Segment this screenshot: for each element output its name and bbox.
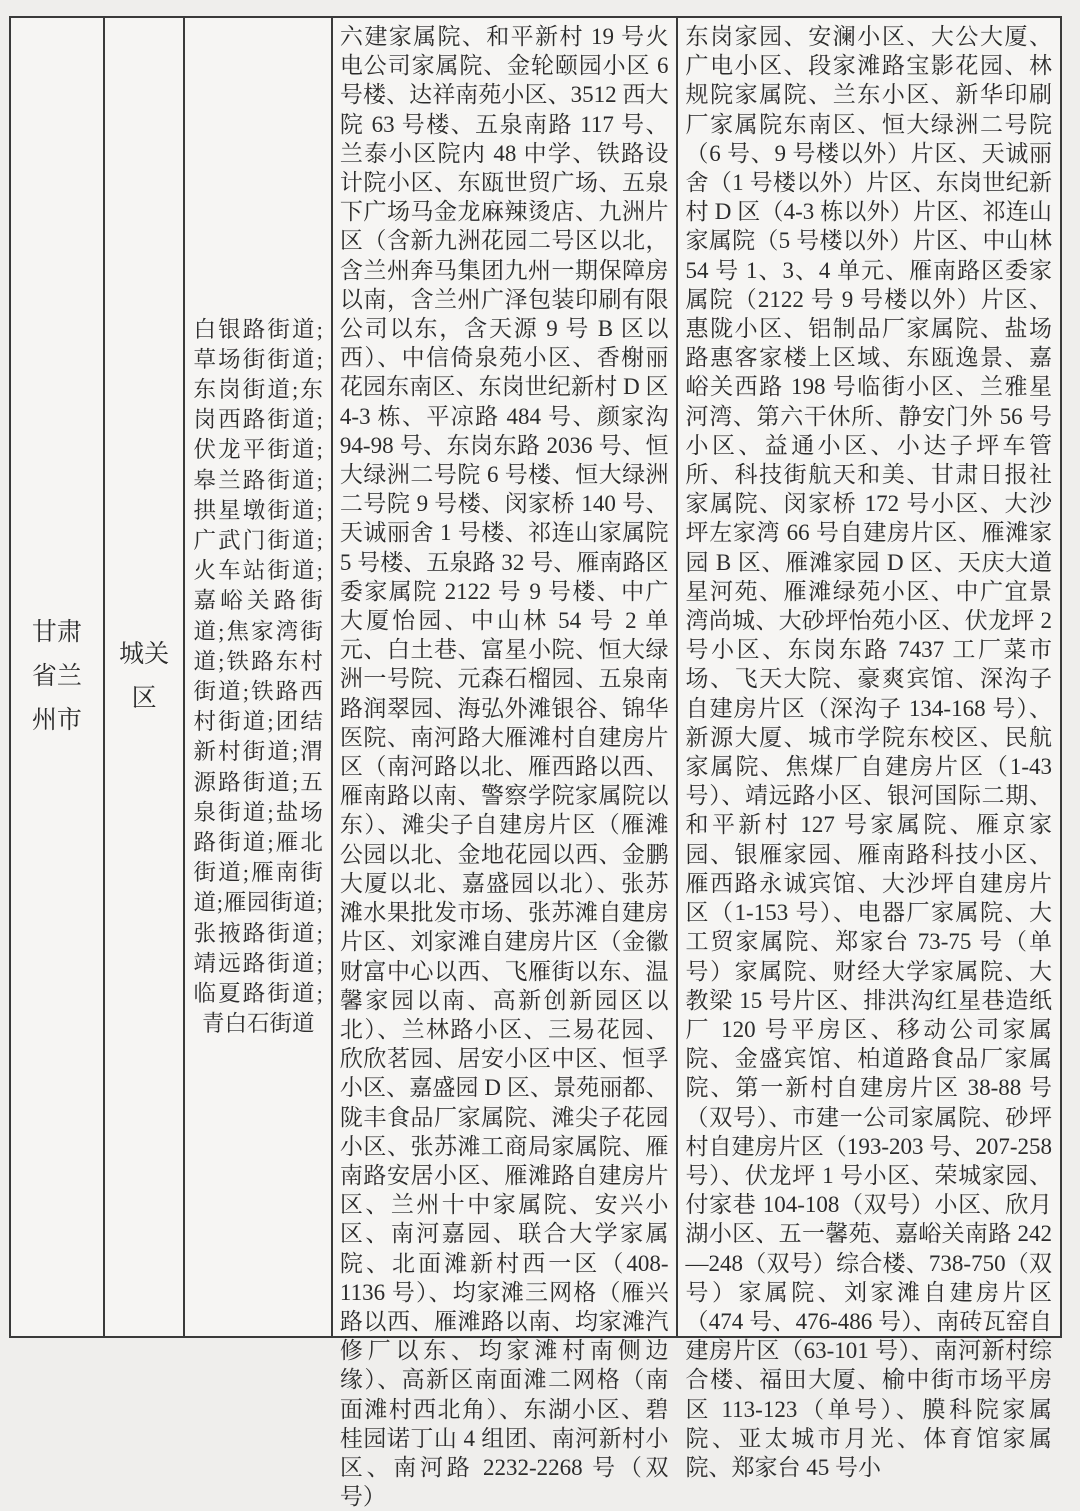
street-list-text: 白银路街道;草场街街道;东岗街道;东岗西路街道;伏龙平街道;皋兰路街道;拱星墩街道;广武门街道;火车站街道;嘉峪关路街道;焦家湾街道;铁路东村街道;铁路西村街道;团结新村街道;渭源路街道;五泉街道;盐场路街道;雁北街道;雁南街道;雁园街道;张掖路街道;靖远路街道;临夏路街道;青白石街道 — [193, 316, 323, 1037]
cell-communities-right — [678, 18, 1060, 1480]
communities-right-text: 东岗家园、安澜小区、大公大厦、广电小区、段家滩路宝影花园、林规院家属院、兰东小区、新华印刷厂家属院东南区、恒大绿洲二号院（6 号、9 号楼以外）片区、天诚丽舍（1 号楼以外）片区、东岗世纪新村 D 区（4-3 栋以外）片区、祁连山家属院（5 号楼以外）片区、中山林 54 号 1、3、4 单元、雁南路区委家属院（2122 号 9 号楼以外）片区、惠陇小区、铝制品厂家属院、盐场路惠客家楼上区域、东瓯逸景、嘉峪关西路 198 号临街小区、兰雅星河湾、第六干休所、静安门外 56 号小区、益通小区、小达子坪车管所、科技街航天和美、甘肃日报社家属院、闵家桥 172 号小区、大沙坪左家湾 66 号自建房片区、雁滩家园 B 区、雁滩家园 D 区、天庆大道星河苑、雁滩绿苑小区、中广宜景湾尚城、大砂坪怡苑小区、伏龙坪 2 号小区、东岗东路 7437 工厂菜市场、飞天大院、豪爽宾馆、深沟子自建房片区（深沟子 134-168 号）、新源大厦、城市学院东校区、民航家属院、焦煤厂自建房片区（1-43 号）、靖远路小区、银河国际二期、和平新村 127 号家属院、雁京家园、银雁家园、雁南路科技小区、雁西路永诚宾馆、大沙坪自建房片区（1-153 号）、电器厂家属院、大工贸家属院、郑家台 73-75 号（单号）家属院、财经大学家属院、大教梁 15 号片区、排洪沟红星巷造纸厂 120 号平房区、移动公司家属院、金盛宾馆、柏道路食品厂家属院、第一新村自建房片区 38-88 号（双号）、市建一公司家属院、砂坪村自建房片区（193-203 号、207-258 号）、伏龙坪 1 号小区、荣城家园、付家巷 104-108（双号）小区、欣月湖小区、五一馨苑、嘉峪关南路 242—248（双号）综合楼、738-750（双号）家属院、刘家滩自建房片区（474 号、476-486 号）、南砖瓦窑自建房片区（63-101 号）、南河新村综合楼、福田大厦、榆中街市场平房区 113-123（单号）、膜科院家属院、亚太城市月光、体育馆家属院、郑家台 45 号小 — [685, 24, 1053, 1480]
communities-left-text: 六建家属院、和平新村 19 号火电公司家属院、金轮颐园小区 6 号楼、达祥南苑小区、3512 西大院 63 号楼、五泉南路 117 号、兰泰小区院内 48 中学、铁路设计院小区、东瓯世贸广场、五泉下广场马金龙麻辣烫店、九洲片区（含新九洲花园二号区以北，含兰州奔马集团九州一期保障房以南，含兰州广泽包装印刷有限公司以东，含天源 9 号 B 区以西）、中信倚泉苑小区、香榭丽花园东南区、东岗世纪新村 D 区 4-3 栋、平凉路 484 号、颜家沟 94-98 号、东岗东路 2036 号、恒大绿洲二号院 6 号楼、恒大绿洲二号院 9 号楼、闵家桥 140 号、天诚丽舍 1 号楼、祁连山家属院 5 号楼、五泉路 32 号、雁南路区委家属院 2122 号 9 号楼、中广大厦怡园、中山林 54 号 2 单元、白土巷、富星小院、恒大绿洲一号院、元森石榴园、五泉南路润翠园、海弘外滩银谷、锦华医院、南河路大雁滩村自建房片区（南河路以北、雁西路以西、雁南路以南、警察学院家属院以东）、滩尖子自建房片区（雁滩公园以北、金地花园以西、金鹏大厦以北、嘉盛园以北）、张苏滩水果批发市场、张苏滩自建房片区、刘家滩自建房片区（金徽财富中心以西、飞雁街以东、温馨家园以南、高新创新园区以北）、兰林路小区、三易花园、欣欣茗园、居安小区中区、恒孚小区、嘉盛园 D 区、景苑丽都、陇丰食品厂家属院、滩尖子花园小区、张苏滩工商局家属院、雁南路安居小区、雁滩路自建房片区、兰州十中家属院、安兴小区、南河嘉园、联合大学家属院、北面滩新村西一区（408-1136 号）、均家滩三网格（雁兴路以西、雁滩路以南、均家滩汽修厂以东、均家滩村南侧边缘）、高新区南面滩二网格（南面滩村西北角）、东湖小区、碧桂园诺丁山 4 组团、南河新村小区、南河路 2232-2268 号（双号） — [339, 24, 669, 1510]
cell-district — [105, 18, 186, 1336]
cell-province-city — [11, 18, 105, 1336]
cell-street-list — [185, 18, 332, 1336]
cell-communities-left — [333, 18, 678, 1510]
district-communities-table — [9, 16, 1062, 1510]
province-city-text: 甘肃省兰州市 — [31, 619, 82, 734]
district-text: 城关区 — [119, 641, 170, 712]
